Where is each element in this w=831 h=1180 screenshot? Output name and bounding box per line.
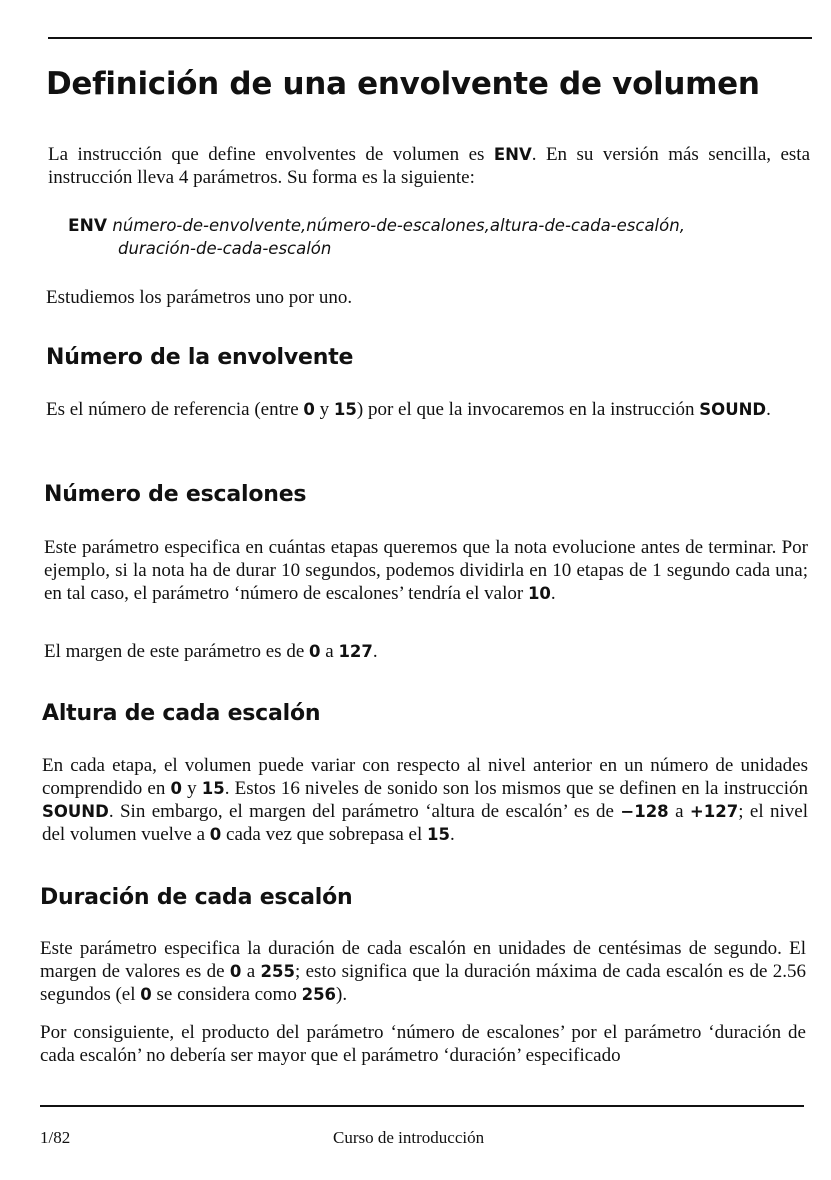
intro-paragraph: La instrucción que define envolventes de volumen es ENV. En su versión más sencilla, esta instrucción lleva 4 parámetros. Su forma es la siguiente: bbox=[48, 144, 810, 188]
page-title: Definición de una envolvente de volumen bbox=[46, 66, 760, 102]
s2-paragraph-2: El margen de este parámetro es de 0 a 127. bbox=[44, 641, 378, 662]
s3-paragraph: En cada etapa, el volumen puede variar con respecto al nivel anterior en un número de unidades comprendido en 0 y 15. Estos 16 niveles de sonido son los mismos que se definen en la instrucción SOUND. Sin embargo, el margen del parámetro ‘altura de escalón’ es de −128 a +127; el nivel del volumen vuelve a 0 cada vez que sobrepasa el 15. bbox=[42, 755, 808, 845]
footer-course-title: Curso de introducción bbox=[333, 1128, 485, 1147]
syntax-line-2: duración-de-cada-escalón bbox=[118, 239, 332, 258]
s4-paragraph-2: Por consiguiente, el producto del parámetro ‘número de escalones’ por el parámetro ‘duración de cada escalón’ no debería ser mayor que el parámetro ‘duración’ especificado bbox=[40, 1022, 806, 1066]
s2-paragraph-1: Este parámetro especifica en cuántas etapas queremos que la nota evolucione antes de terminar. Por ejemplo, si la nota ha de durar 10 segundos, podemos dividirla en 10 etapas de 1 segundo cada una; en tal caso, el parámetro ‘número de escalones’ tendría el valor 10. bbox=[44, 537, 808, 604]
s4-paragraph-1: Este parámetro especifica la duración de cada escalón en unidades de centésimas de segundo. El margen de valores es de 0 a 255; esto significa que la duración máxima de cada escalón es de 2.56 segundos (el 0 se considera como 256). bbox=[40, 938, 806, 1005]
heading-duracion-escalon: Duración de cada escalón bbox=[40, 885, 353, 910]
page-number: 1/82 bbox=[40, 1128, 71, 1147]
syntax-line-1: ENV número-de-envolvente,número-de-escalones,altura-de-cada-escalón, bbox=[68, 216, 685, 236]
heading-altura-escalon: Altura de cada escalón bbox=[42, 701, 321, 726]
study-sentence: Estudiemos los parámetros uno por uno. bbox=[46, 287, 353, 308]
heading-numero-envolvente: Número de la envolvente bbox=[46, 345, 354, 370]
top-rule bbox=[48, 37, 812, 39]
bottom-rule bbox=[40, 1105, 804, 1107]
heading-numero-escalones: Número de escalones bbox=[44, 482, 307, 507]
s1-paragraph: Es el número de referencia (entre 0 y 15) por el que la invocaremos en la instrucción SOUND. bbox=[46, 399, 771, 420]
